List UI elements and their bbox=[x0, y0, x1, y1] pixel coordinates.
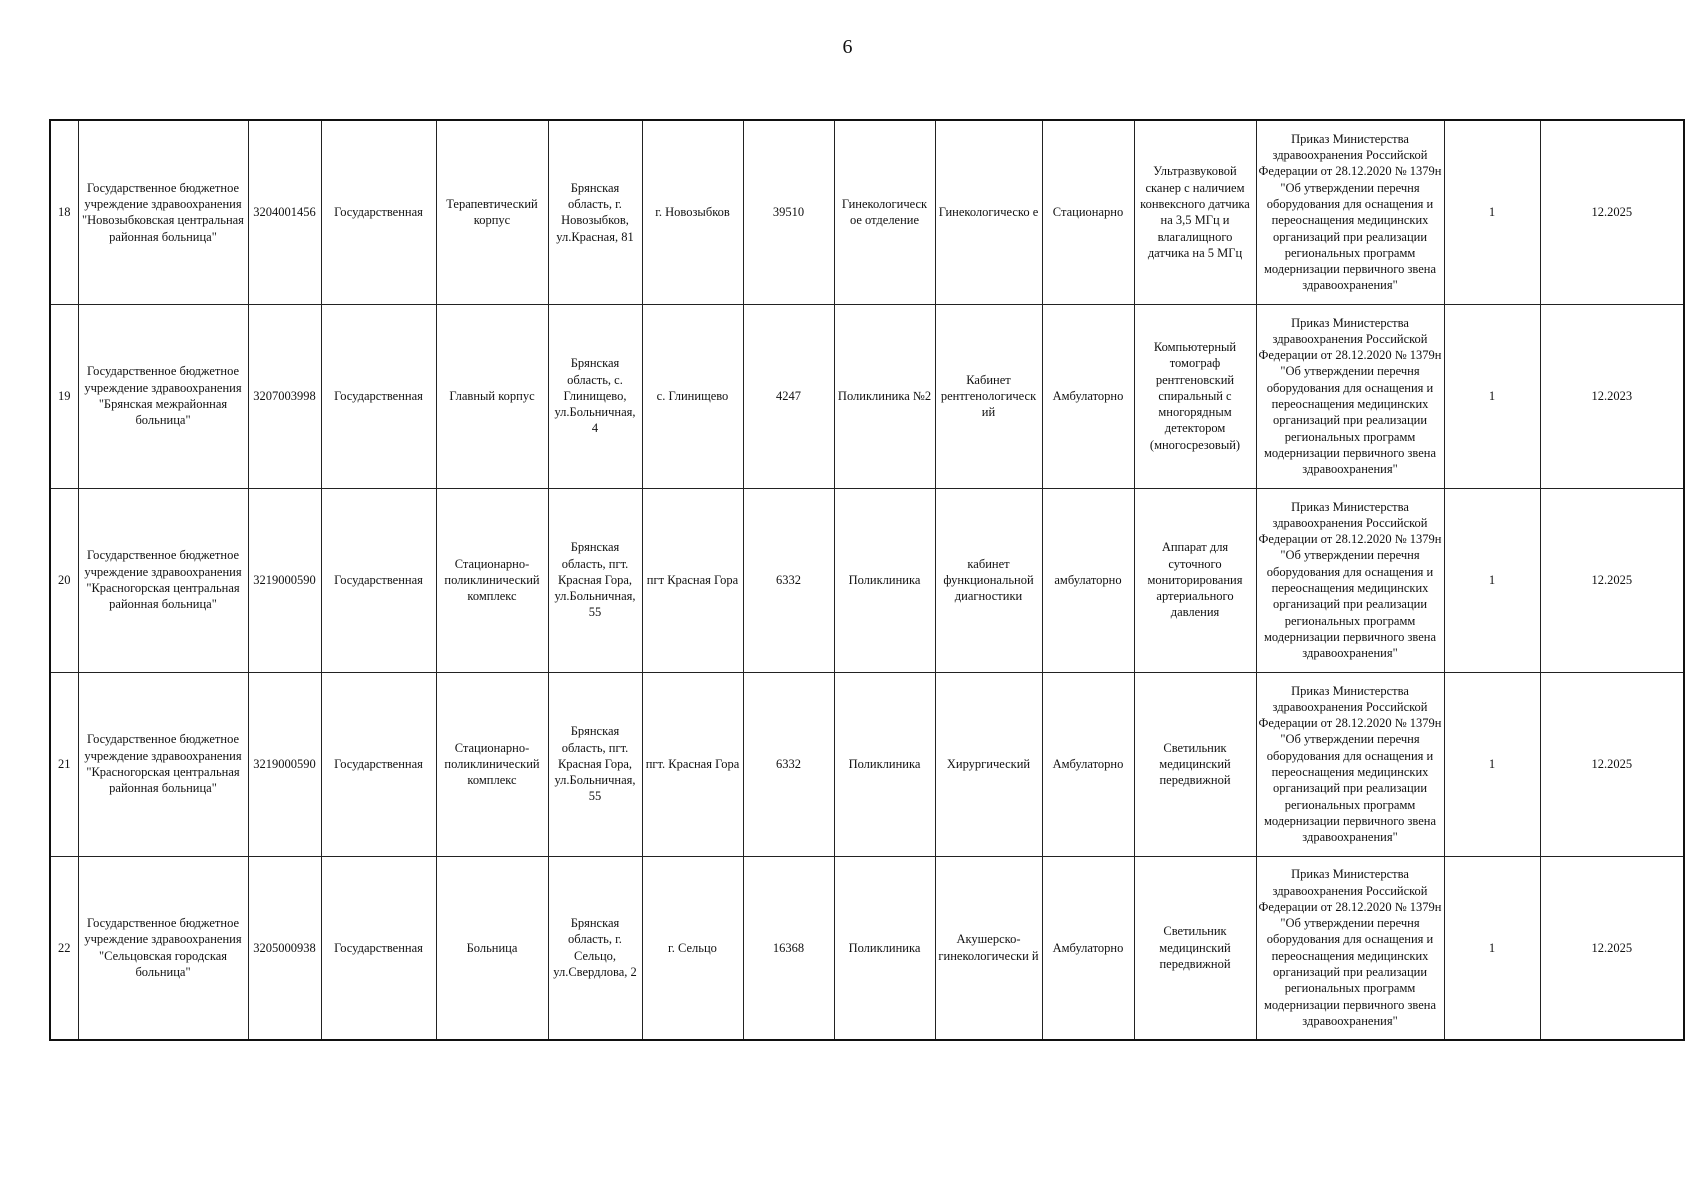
subdivision: Поликлиника №2 bbox=[834, 304, 935, 488]
building-name: Больница bbox=[436, 856, 548, 1040]
building-name: Главный корпус bbox=[436, 304, 548, 488]
institution-name: Государственное бюджетное учреждение здравоохранения "Красногорская центральная районная больница" bbox=[78, 672, 248, 856]
ownership-type: Государственная bbox=[321, 120, 436, 304]
subdivision: Поликлиника bbox=[834, 856, 935, 1040]
quantity: 1 bbox=[1444, 304, 1540, 488]
deadline: 12.2025 bbox=[1540, 856, 1684, 1040]
address: Брянская область, г. Сельцо, ул.Свердлова, 2 bbox=[548, 856, 642, 1040]
institution-name: Государственное бюджетное учреждение здравоохранения "Новозыбковская центральная районная больница" bbox=[78, 120, 248, 304]
row-number: 22 bbox=[50, 856, 78, 1040]
building-name: Терапевтический корпус bbox=[436, 120, 548, 304]
department: Акушерско-гинекологически й bbox=[935, 856, 1042, 1040]
regulatory-document: Приказ Министерства здравоохранения Российской Федерации от 28.12.2020 № 1379н "Об утверждении перечня оборудования для оснащения и переоснащения медицинских организаций при реализации региональных программ модернизации первичного звена здравоохранения" bbox=[1256, 672, 1444, 856]
table-row bbox=[50, 856, 1684, 1040]
subdivision: Гинекологическ ое отделение bbox=[834, 120, 935, 304]
institution-code: 3205000938 bbox=[248, 856, 321, 1040]
care-form: Амбулаторно bbox=[1042, 304, 1134, 488]
population: 16368 bbox=[743, 856, 834, 1040]
institution-name: Государственное бюджетное учреждение здравоохранения "Сельцовская городская больница" bbox=[78, 856, 248, 1040]
regulatory-document: Приказ Министерства здравоохранения Российской Федерации от 28.12.2020 № 1379н "Об утверждении перечня оборудования для оснащения и переоснащения медицинских организаций при реализации региональных программ модернизации первичного звена здравоохранения" bbox=[1256, 304, 1444, 488]
care-form: амбулаторно bbox=[1042, 488, 1134, 672]
deadline: 12.2023 bbox=[1540, 304, 1684, 488]
institution-code: 3219000590 bbox=[248, 488, 321, 672]
care-form: Амбулаторно bbox=[1042, 856, 1134, 1040]
regulatory-document: Приказ Министерства здравоохранения Российской Федерации от 28.12.2020 № 1379н "Об утверждении перечня оборудования для оснащения и переоснащения медицинских организаций при реализации региональных программ модернизации первичного звена здравоохранения" bbox=[1256, 120, 1444, 304]
regulatory-document: Приказ Министерства здравоохранения Российской Федерации от 28.12.2020 № 1379н "Об утверждении перечня оборудования для оснащения и переоснащения медицинских организаций при реализации региональных программ модернизации первичного звена здравоохранения" bbox=[1256, 488, 1444, 672]
building-name: Стационарно-поликлинический комплекс bbox=[436, 672, 548, 856]
quantity: 1 bbox=[1444, 856, 1540, 1040]
locality: с. Глинищево bbox=[642, 304, 743, 488]
table-row bbox=[50, 672, 1684, 856]
quantity: 1 bbox=[1444, 120, 1540, 304]
row-number: 21 bbox=[50, 672, 78, 856]
locality: пгт Красная Гора bbox=[642, 488, 743, 672]
locality: пгт. Красная Гора bbox=[642, 672, 743, 856]
locality: г. Новозыбков bbox=[642, 120, 743, 304]
locality: г. Сельцо bbox=[642, 856, 743, 1040]
care-form: Амбулаторно bbox=[1042, 672, 1134, 856]
page-number: 6 bbox=[842, 36, 853, 58]
subdivision: Поликлиника bbox=[834, 672, 935, 856]
address: Брянская область, с. Глинищево, ул.Больничная, 4 bbox=[548, 304, 642, 488]
deadline: 12.2025 bbox=[1540, 488, 1684, 672]
population: 4247 bbox=[743, 304, 834, 488]
row-number: 20 bbox=[50, 488, 78, 672]
address: Брянская область, пгт. Красная Гора, ул.Больничная, 55 bbox=[548, 488, 642, 672]
population: 6332 bbox=[743, 672, 834, 856]
institution-name: Государственное бюджетное учреждение здравоохранения "Брянская межрайонная больница" bbox=[78, 304, 248, 488]
subdivision: Поликлиника bbox=[834, 488, 935, 672]
address: Брянская область, г. Новозыбков, ул.Красная, 81 bbox=[548, 120, 642, 304]
quantity: 1 bbox=[1444, 672, 1540, 856]
ownership-type: Государственная bbox=[321, 304, 436, 488]
institution-code: 3219000590 bbox=[248, 672, 321, 856]
equipment-registry-table bbox=[49, 119, 1685, 1041]
institution-code: 3204001456 bbox=[248, 120, 321, 304]
equipment-name: Светильник медицинский передвижной bbox=[1134, 856, 1256, 1040]
institution-name: Государственное бюджетное учреждение здравоохранения "Красногорская центральная районная больница" bbox=[78, 488, 248, 672]
row-number: 19 bbox=[50, 304, 78, 488]
population: 39510 bbox=[743, 120, 834, 304]
deadline: 12.2025 bbox=[1540, 672, 1684, 856]
department: Хирургический bbox=[935, 672, 1042, 856]
department: Кабинет рентгенологическ ий bbox=[935, 304, 1042, 488]
department: Гинекологическо е bbox=[935, 120, 1042, 304]
building-name: Стационарно-поликлинический комплекс bbox=[436, 488, 548, 672]
table-row bbox=[50, 488, 1684, 672]
population: 6332 bbox=[743, 488, 834, 672]
equipment-name: Компьютерный томограф рентгеновский спиральный с многорядным детектором (многосрезовый) bbox=[1134, 304, 1256, 488]
deadline: 12.2025 bbox=[1540, 120, 1684, 304]
quantity: 1 bbox=[1444, 488, 1540, 672]
institution-code: 3207003998 bbox=[248, 304, 321, 488]
table-row bbox=[50, 120, 1684, 304]
row-number: 18 bbox=[50, 120, 78, 304]
equipment-name: Ультразвуковой сканер с наличием конвексного датчика на 3,5 МГц и влагалищного датчика на 5 МГц bbox=[1134, 120, 1256, 304]
equipment-name: Светильник медицинский передвижной bbox=[1134, 672, 1256, 856]
ownership-type: Государственная bbox=[321, 488, 436, 672]
regulatory-document: Приказ Министерства здравоохранения Российской Федерации от 28.12.2020 № 1379н "Об утверждении перечня оборудования для оснащения и переоснащения медицинских организаций при реализации региональных программ модернизации первичного звена здравоохранения" bbox=[1256, 856, 1444, 1040]
equipment-name: Аппарат для суточного мониторирования артериального давления bbox=[1134, 488, 1256, 672]
address: Брянская область, пгт. Красная Гора, ул.Больничная, 55 bbox=[548, 672, 642, 856]
ownership-type: Государственная bbox=[321, 856, 436, 1040]
table-row bbox=[50, 304, 1684, 488]
department: кабинет функциональной диагностики bbox=[935, 488, 1042, 672]
care-form: Стационарно bbox=[1042, 120, 1134, 304]
ownership-type: Государственная bbox=[321, 672, 436, 856]
